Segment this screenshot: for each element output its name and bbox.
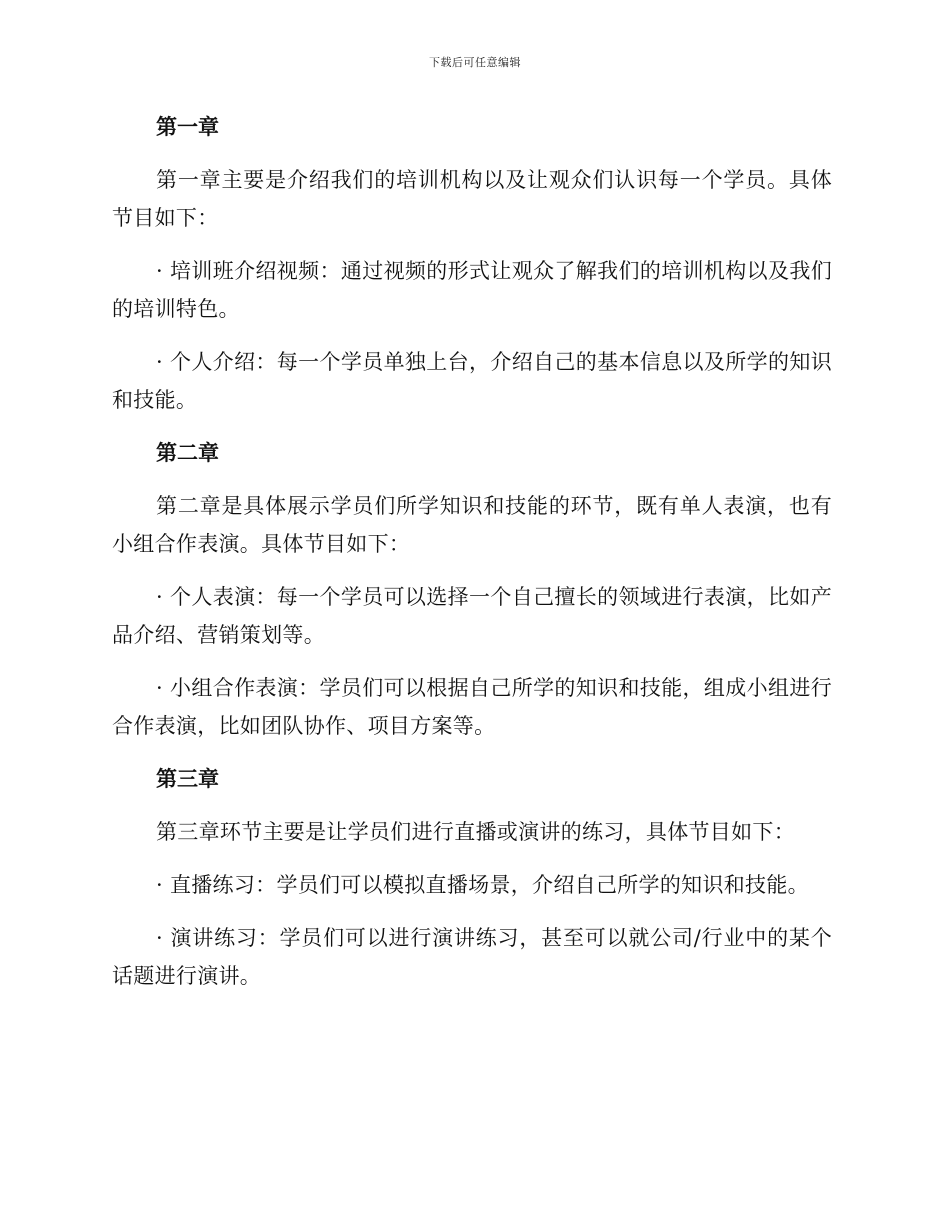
- chapter-intro-paragraph: 第三章环节主要是让学员们进行直播或演讲的练习，具体节目如下：: [156, 820, 795, 844]
- bullet-item: · 演讲练习：学员们可以进行演讲练习，甚至可以就公司/行业中的某个话题进行演讲。: [112, 926, 832, 988]
- document-body: [112, 108, 832, 1010]
- chapter-intro-paragraph: 第一章主要是介绍我们的培训机构以及让观众们认识每一个学员。具体节目如下：: [112, 168, 832, 230]
- chapter-heading: 第三章: [156, 767, 219, 791]
- bullet-item: · 直播练习：学员们可以模拟直播场景，介绍自己所学的知识和技能。: [156, 873, 809, 897]
- chapter-heading: 第一章: [156, 115, 219, 139]
- bullet-item: · 培训班介绍视频：通过视频的形式让观众了解我们的培训机构以及我们的培训特色。: [112, 259, 832, 321]
- chapter-3: [112, 760, 832, 995]
- chapter-heading: 第二章: [156, 441, 219, 465]
- bullet-item: · 小组合作表演：学员们可以根据自己所学的知识和技能，组成小组进行合作表演，比如团队协作、项目方案等。: [112, 676, 832, 738]
- header-note: 下载后可任意编辑: [429, 56, 521, 69]
- chapter-2: [112, 434, 832, 745]
- bullet-item: · 个人表演：每一个学员可以选择一个自己擅长的领域进行表演，比如产品介绍、营销策划等。: [112, 585, 832, 647]
- bullet-item: · 个人介绍：每一个学员单独上台，介绍自己的基本信息以及所学的知识和技能。: [112, 350, 832, 412]
- chapter-intro-paragraph: 第二章是具体展示学员们所学知识和技能的环节，既有单人表演，也有小组合作表演。具体节目如下：: [112, 494, 832, 556]
- chapter-1: [112, 108, 832, 419]
